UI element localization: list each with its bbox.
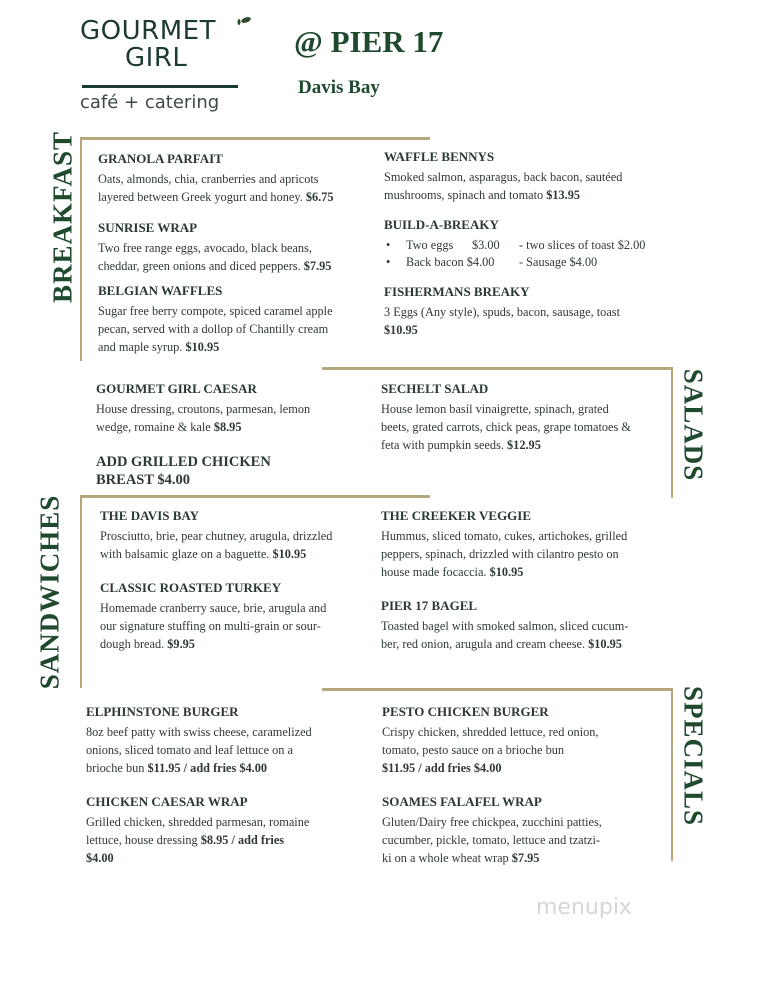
item-description-line: [384, 303, 620, 321]
item-price: $12.95: [507, 438, 541, 452]
item-description-line: [382, 831, 602, 849]
menu-item-soames-falafel-wrap: [382, 793, 602, 867]
item-price: $8.95: [213, 420, 242, 434]
item-title-price: BREAST $4.00: [96, 472, 191, 488]
description-text: our signature stuffing on multi-grain or sour-: [100, 619, 321, 633]
item-title: THE CREEKER VEGGIE: [381, 508, 532, 523]
item-description-line: [98, 320, 333, 338]
item-description-line: [96, 400, 310, 418]
item-description-line: [100, 635, 326, 653]
item-description-line: [381, 545, 627, 563]
menu-item-belgian-waffles: [98, 282, 333, 356]
item-price: $10.95: [489, 565, 524, 579]
description-text: House dressing, croutons, parmesan, lemon: [96, 402, 311, 416]
item-title: BUILD-A-BREAKY: [384, 217, 499, 232]
item-description-line: [100, 617, 326, 635]
item-title: SOAMES FALAFEL WRAP: [382, 794, 542, 809]
menu-item-chicken-caesar-wrap: [86, 793, 309, 867]
menu-item-sechelt-salad: [381, 380, 631, 454]
description-text: layered between Greek yogurt and honey.: [98, 190, 306, 204]
description-text: cheddar, green onions and diced peppers.: [98, 259, 304, 273]
description-text: Oats, almonds, chia, cranberries and apricots: [98, 172, 319, 186]
location-title: @ PIER 17: [294, 24, 444, 59]
description-text: Toasted bagel with smoked salmon, sliced cucum-: [381, 619, 629, 633]
description-text: Crispy chicken, shredded lettuce, red onion,: [382, 725, 599, 739]
salads-frame-right: [671, 367, 673, 498]
item-description-line: [86, 759, 312, 777]
menu-item-build-a-breaky: [384, 216, 646, 270]
item-description-line: [100, 527, 332, 545]
item-price: $11.95 / add fries $4.00: [147, 761, 268, 775]
breaky-option-row: [384, 236, 646, 253]
item-description-line: [86, 813, 309, 831]
logo-divider: [82, 85, 238, 88]
item-description-line: [86, 831, 309, 849]
item-description-line: [98, 170, 334, 188]
sandwiches-frame-top: [80, 495, 430, 498]
description-text: lettuce, house dressing: [86, 833, 201, 847]
item-description-line: [98, 239, 331, 257]
option-name: Back bacon $4.00: [406, 255, 495, 269]
menu-item-elphinstone-burger: [86, 703, 312, 777]
description-text: Smoked salmon, asparagus, back bacon, sautéed: [384, 170, 623, 184]
item-title: PIER 17 BAGEL: [381, 598, 478, 613]
item-description-line: [381, 617, 628, 635]
bullet-icon: •: [386, 255, 391, 269]
menu-item-pier-17-bagel: [381, 597, 628, 653]
item-title: THE DAVIS BAY: [100, 508, 199, 523]
description-text: dough bread.: [100, 637, 168, 651]
item-price: $13.95: [546, 188, 581, 202]
item-description-line: [100, 599, 326, 617]
menu-item-granola-parfait: [98, 150, 334, 206]
option-name: Two eggs: [406, 238, 454, 252]
item-title: GOURMET GIRL CAESAR: [96, 381, 257, 396]
item-description-line: [100, 545, 332, 563]
description-text: Two free range eggs, avocado, black beans,: [98, 241, 312, 255]
item-price: $6.75: [305, 190, 334, 204]
item-title: GRANOLA PARFAIT: [98, 151, 223, 166]
item-title: ADD GRILLED CHICKEN: [96, 454, 271, 470]
item-title: SECHELT SALAD: [381, 381, 489, 396]
section-breakfast: BREAKFAST: [47, 130, 78, 304]
item-description-line: [381, 400, 631, 418]
option-extra: - two slices of toast $2.00: [519, 238, 646, 252]
item-price: $4.00: [86, 851, 114, 865]
item-description-line: [86, 741, 312, 759]
description-text: tomato, pesto sauce on a brioche bun: [382, 743, 565, 757]
description-text: wedge, romaine & kale: [96, 420, 214, 434]
description-text: Homemade cranberry sauce, brie, arugula and: [100, 601, 327, 615]
item-description-line: [381, 418, 631, 436]
item-description-line: [382, 741, 599, 759]
item-description-line: [382, 759, 599, 777]
location-area: Davis Bay: [298, 77, 380, 98]
item-price: $10.95: [384, 323, 418, 337]
description-text: onions, sliced tomato and leaf lettuce on a: [86, 743, 293, 757]
item-price: $10.95: [272, 547, 307, 561]
description-text: Gluten/Dairy free chickpea, zucchini patties,: [382, 815, 602, 829]
specials-frame-top: [322, 688, 673, 691]
breaky-option-row: [384, 253, 598, 270]
description-text: peppers, spinach, drizzled with cilantro pesto on: [381, 547, 619, 561]
item-description-line: [98, 188, 334, 206]
description-text: ber, red onion, arugula and cream cheese.: [381, 637, 589, 651]
item-price: $8.95 / add fries: [200, 833, 285, 847]
description-text: feta with pumpkin seeds.: [381, 438, 508, 452]
description-text: Hummus, sliced tomato, cukes, artichokes, grilled: [381, 529, 628, 543]
menu-item-classic-roasted-turkey: [100, 579, 326, 653]
section-sandwiches: SANDWICHES: [34, 494, 65, 690]
item-description-line: [384, 321, 620, 339]
brand-tagline: café + catering: [80, 92, 220, 113]
menu-item-the-creeker-veggie: [381, 507, 627, 581]
section-specials: SPECIALS: [678, 685, 709, 827]
description-text: pecan, served with a dollop of Chantilly cream: [98, 322, 329, 336]
item-description-line: [384, 186, 622, 204]
item-description-line: [96, 418, 310, 436]
description-text: House lemon basil vinaigrette, spinach, grated: [381, 402, 609, 416]
item-description-line: [381, 563, 627, 581]
menu-item-waffle-bennys: [384, 148, 622, 204]
specials-frame-right: [671, 688, 673, 861]
item-price: $9.95: [167, 637, 195, 651]
breakfast-frame-top: [80, 137, 430, 140]
item-title: BELGIAN WAFFLES: [98, 283, 223, 298]
description-text: mushrooms, spinach and tomato: [384, 188, 547, 202]
description-text: 8oz beef patty with swiss cheese, caramelized: [86, 725, 312, 739]
item-price: $7.95: [303, 259, 332, 273]
description-text: cucumber, pickle, tomato, lettuce and tzatzi-: [382, 833, 601, 847]
item-price: $10.95: [588, 637, 622, 651]
description-text: Prosciutto, brie, pear chutney, arugula, drizzled: [100, 529, 333, 543]
item-title: PESTO CHICKEN BURGER: [382, 704, 549, 719]
item-title: CHICKEN CAESAR WRAP: [86, 794, 248, 809]
item-description-line: [98, 302, 333, 320]
item-description-line: [382, 813, 602, 831]
menu-item-fishermans-breaky: [384, 283, 620, 339]
brand-logo-line2: GIRL: [125, 43, 188, 73]
description-text: house made focaccia.: [381, 565, 490, 579]
brand-logo-line1: GOURMET: [80, 16, 216, 46]
item-description-line: [98, 257, 331, 275]
description-text: Sugar free berry compote, spiced caramel apple: [98, 304, 333, 318]
menu-item-add-grilled-chicken: [96, 453, 271, 491]
salads-frame-top: [322, 367, 673, 370]
leaf-icon: [236, 14, 252, 26]
item-description-line: [381, 635, 628, 653]
description-text: Grilled chicken, shredded parmesan, romaine: [86, 815, 310, 829]
sandwiches-frame-left: [80, 495, 82, 688]
breakfast-frame-left: [80, 137, 82, 361]
description-text: brioche bun: [86, 761, 148, 775]
menu-item-pesto-chicken-burger: [382, 703, 599, 777]
menu-item-the-davis-bay: [100, 507, 332, 563]
description-text: ki on a whole wheat wrap: [382, 851, 512, 865]
menu-item-gourmet-girl-caesar: [96, 380, 310, 436]
item-description-line: [382, 849, 602, 867]
item-title: SUNRISE WRAP: [98, 220, 198, 235]
item-title: WAFFLE BENNYS: [384, 149, 495, 164]
item-description-line: [381, 527, 627, 545]
description-text: 3 Eggs (Any style), spuds, bacon, sausage, toast: [384, 305, 620, 319]
item-description-line: [98, 338, 333, 356]
item-price: $7.95: [511, 851, 540, 865]
section-salads: SALADS: [678, 368, 709, 482]
item-description-line: [381, 436, 631, 454]
option-price: $3.00: [472, 238, 500, 252]
item-description-line: [86, 723, 312, 741]
option-extra: - Sausage $4.00: [519, 255, 598, 269]
item-title: CLASSIC ROASTED TURKEY: [100, 580, 282, 595]
item-description-line: [384, 168, 622, 186]
bullet-icon: •: [386, 238, 391, 252]
description-text: beets, grated carrots, chick peas, grape tomatoes &: [381, 420, 631, 434]
item-title: ELPHINSTONE BURGER: [86, 704, 239, 719]
watermark: menupix: [536, 895, 632, 920]
item-price: $10.95: [185, 340, 220, 354]
description-text: and maple syrup.: [98, 340, 186, 354]
item-description-line: [86, 849, 309, 867]
item-price: $11.95 / add fries $4.00: [382, 761, 502, 775]
item-title: FISHERMANS BREAKY: [384, 284, 530, 299]
item-description-line: [382, 723, 599, 741]
description-text: with balsamic glaze on a baguette.: [100, 547, 273, 561]
menu-item-sunrise-wrap: [98, 219, 331, 275]
